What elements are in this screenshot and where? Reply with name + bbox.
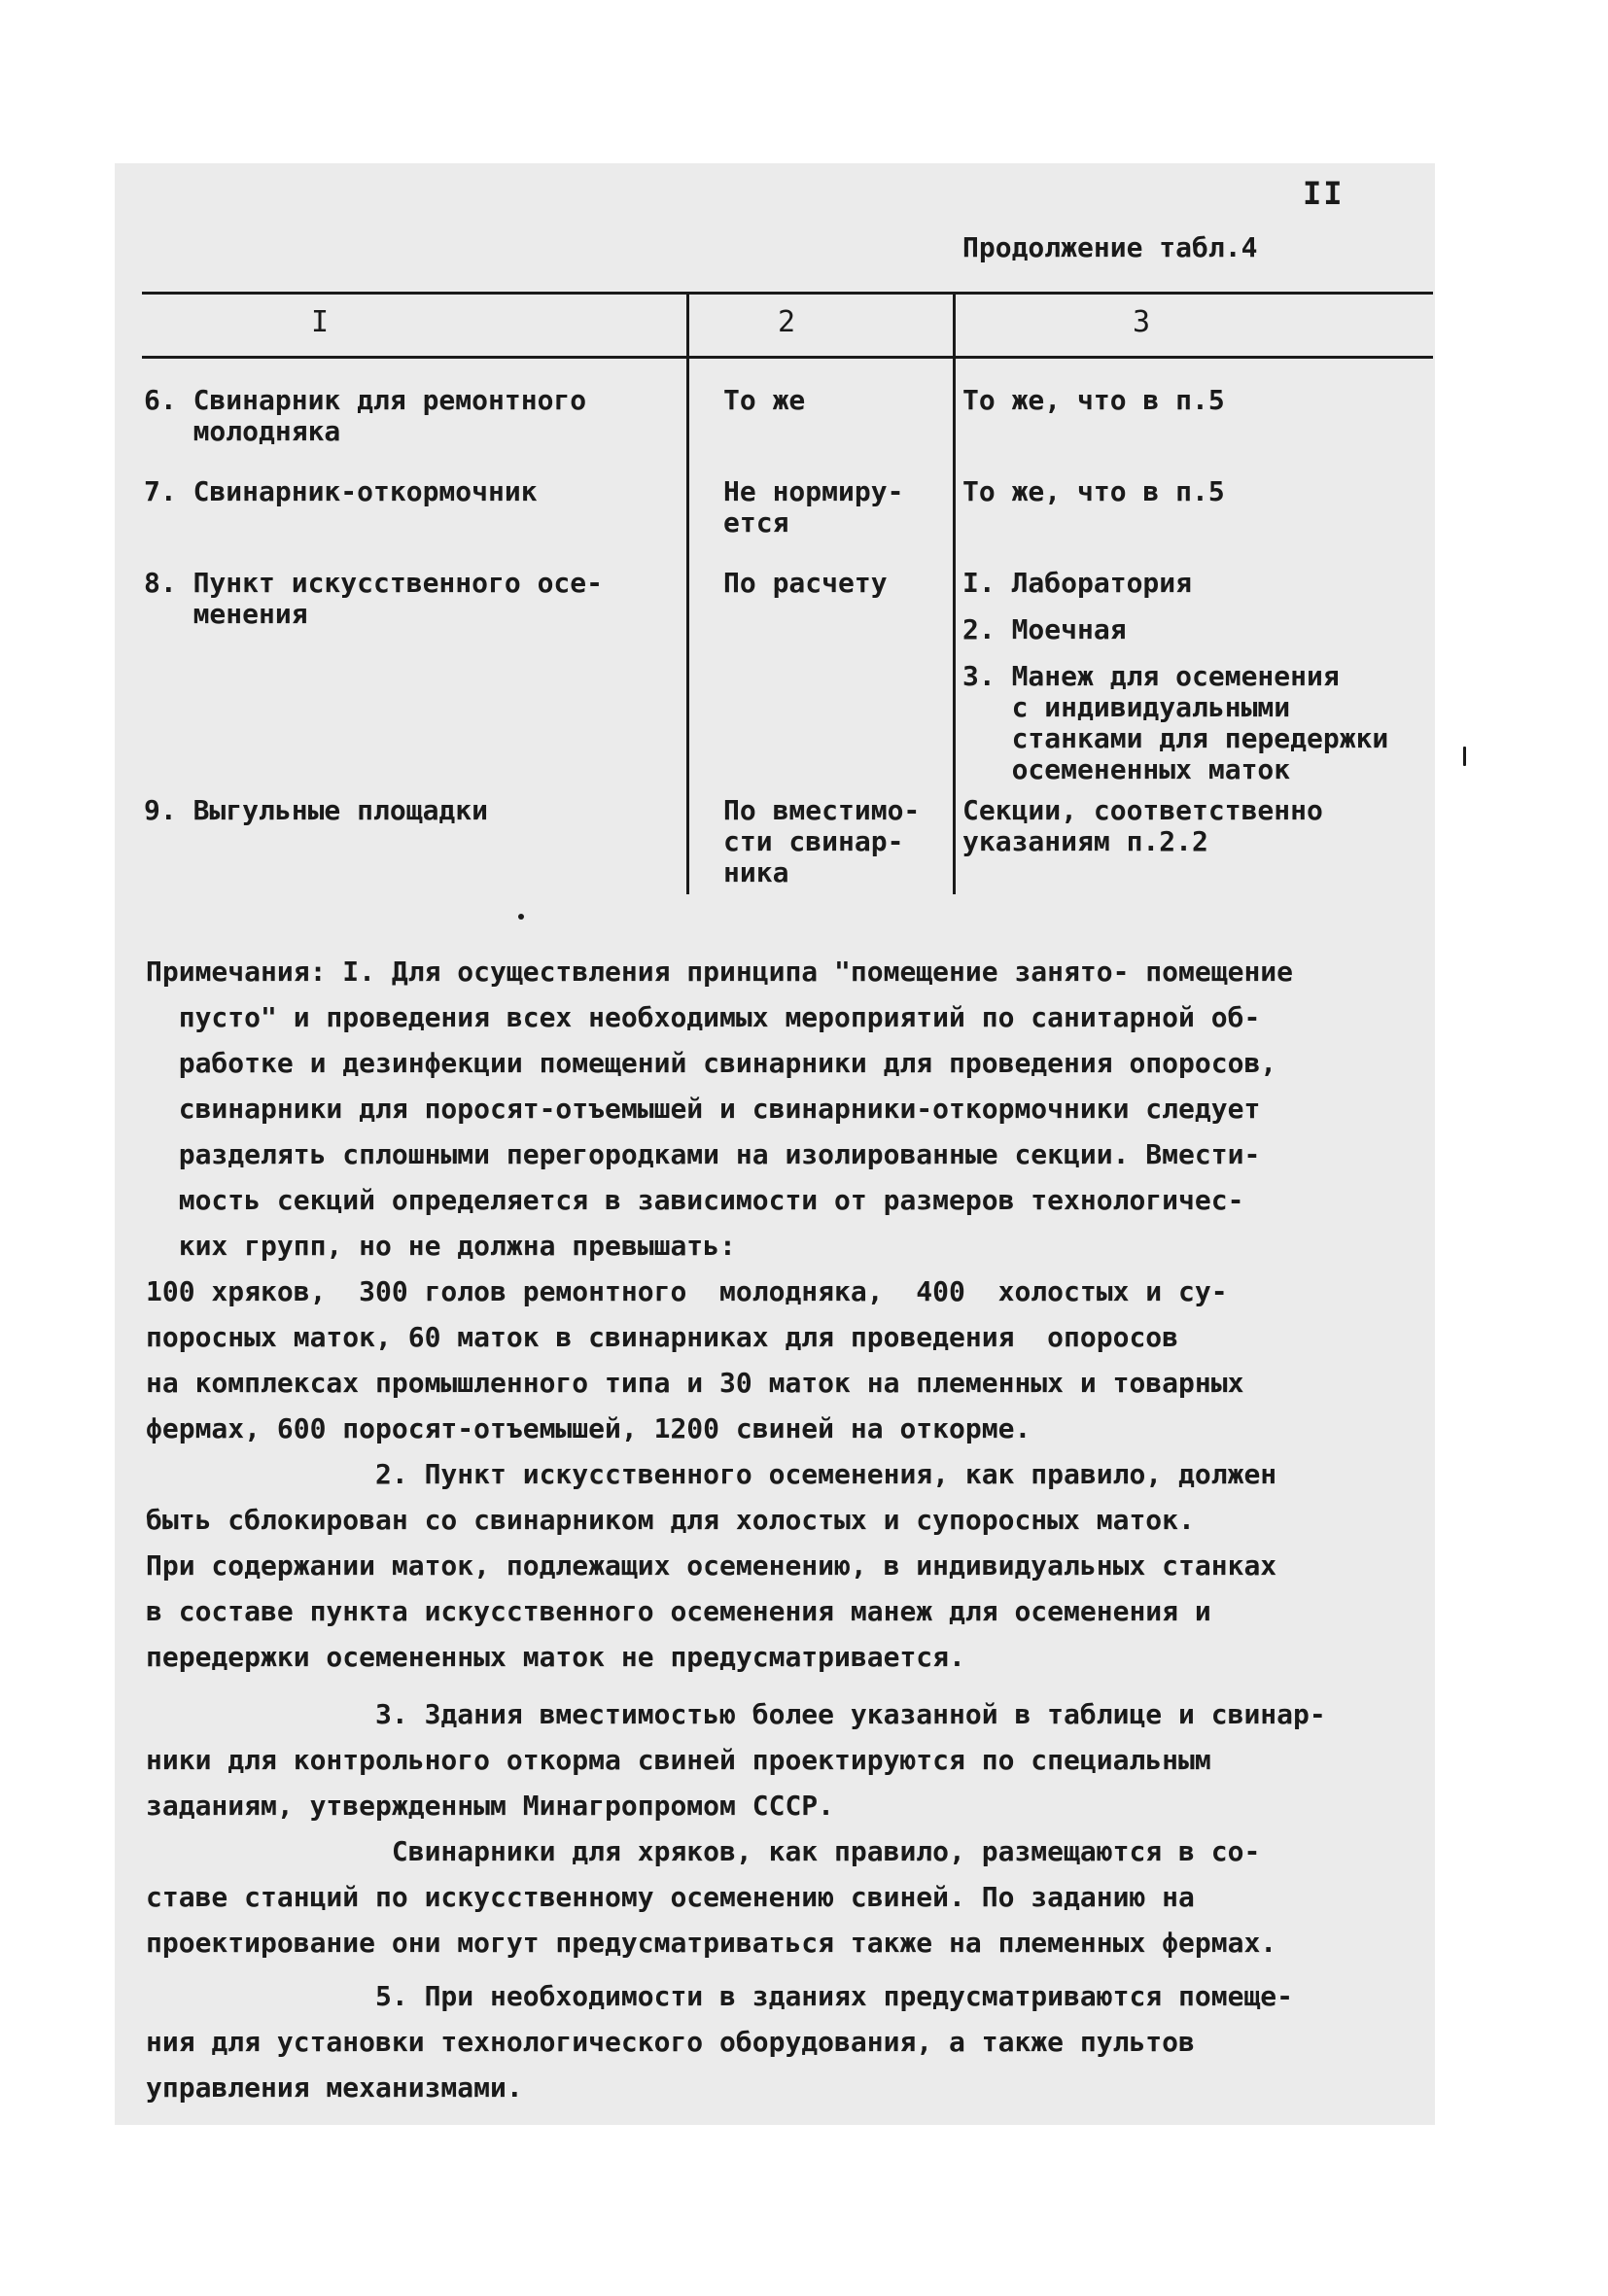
note-line: 100 хряков, 300 голов ремонтного молодняка, 400 холостых и су-: [146, 1275, 1228, 1307]
table-row-9-col3: Секции, соответственно указаниям п.2.2: [962, 794, 1323, 857]
note-line: на комплексах промышленного типа и 30 маток на племенных и товарных: [146, 1367, 1244, 1399]
table-header-col2: 2: [778, 305, 796, 339]
table-row-8-col2: По расчету: [723, 567, 888, 599]
note-line: Примечания: I. Для осуществления принципа "помещение занято- помещение: [146, 956, 1294, 988]
table-row-6-col2: То же: [723, 384, 806, 416]
table-row-8-col3-item-3: 3. Манеж для осеменения с индивидуальными станками для передержки осемененных маток: [962, 660, 1389, 785]
table-row-6-col3: То же, что в п.5: [962, 384, 1225, 416]
table-row-8-col1: 8. Пункт искусственного осе- менения: [144, 567, 604, 630]
table-header-rule: [142, 356, 1433, 359]
column-divider-2: [953, 292, 956, 894]
note-line: работке и дезинфекции помещений свинарники для проведения опоросов,: [146, 1047, 1277, 1079]
note-line: поросных маток, 60 маток в свинарниках для проведения опоросов: [146, 1321, 1179, 1353]
scan-speck: [1463, 747, 1466, 766]
note-line: 5. При необходимости в зданиях предусматриваются помеще-: [146, 1980, 1294, 2012]
note-line: 2. Пункт искусственного осеменения, как правило, должен: [146, 1458, 1277, 1490]
table-top-rule: [142, 292, 1433, 295]
table-row-8-col3-item-1: I. Лаборатория: [962, 567, 1193, 599]
note-line: 3. Здания вместимостью более указанной в таблице и свинар-: [146, 1698, 1326, 1730]
note-line: пусто" и проведения всех необходимых мероприятий по санитарной об-: [146, 1001, 1261, 1033]
note-line: ставе станций по искусственному осеменению свиней. По заданию на: [146, 1881, 1195, 1913]
table-header-col3: 3: [1133, 305, 1151, 339]
page-number: II: [1303, 175, 1345, 212]
note-line: свинарники для поросят-отъемышей и свинарники-откормочники следует: [146, 1093, 1261, 1125]
table-header-col1: I: [311, 305, 330, 339]
note-line: мость секций определяется в зависимости от размеров технологичес-: [146, 1184, 1244, 1216]
note-line: управления механизмами.: [146, 2071, 523, 2104]
note-line: разделять сплошными перегородками на изолированные секции. Вмести-: [146, 1138, 1261, 1170]
table-row-9-col2: По вместимо- сти свинар- ника: [723, 794, 921, 888]
note-line: ких групп, но не должна превышать:: [146, 1230, 736, 1262]
note-line: заданиям, утвержденным Минагропромом СССР.: [146, 1790, 835, 1822]
note-line: фермах, 600 поросят-отъемышей, 1200 свиней на откорме.: [146, 1412, 1031, 1444]
table-row-7-col1: 7. Свинарник-откормочник: [144, 475, 538, 507]
scan-speck: [518, 914, 524, 920]
note-line: в составе пункта искусственного осеменения манеж для осеменения и: [146, 1595, 1211, 1627]
table-row-9-col1: 9. Выгульные площадки: [144, 794, 489, 826]
note-line: ния для установки технологического оборудования, а также пультов: [146, 2026, 1195, 2058]
note-line: передержки осемененных маток не предусматривается.: [146, 1641, 965, 1673]
note-line: ники для контрольного откорма свиней проектируются по специальным: [146, 1744, 1211, 1776]
note-line: проектирование они могут предусматриваться также на племенных фермах.: [146, 1927, 1277, 1959]
note-line: Свинарники для хряков, как правило, размещаются в со-: [146, 1835, 1261, 1867]
table-row-6-col1: 6. Свинарник для ремонтного молодняка: [144, 384, 587, 447]
column-divider-1: [686, 292, 689, 894]
table-row-7-col2: Не нормиру- ется: [723, 475, 904, 539]
table-row-8-col3-item-2: 2. Моечная: [962, 613, 1127, 645]
note-line: При содержании маток, подлежащих осеменению, в индивидуальных станках: [146, 1549, 1277, 1582]
table-row-7-col3: То же, что в п.5: [962, 475, 1225, 507]
table-continuation-caption: Продолжение табл.4: [962, 231, 1258, 263]
note-line: быть сблокирован со свинарником для холостых и супоросных маток.: [146, 1504, 1195, 1536]
